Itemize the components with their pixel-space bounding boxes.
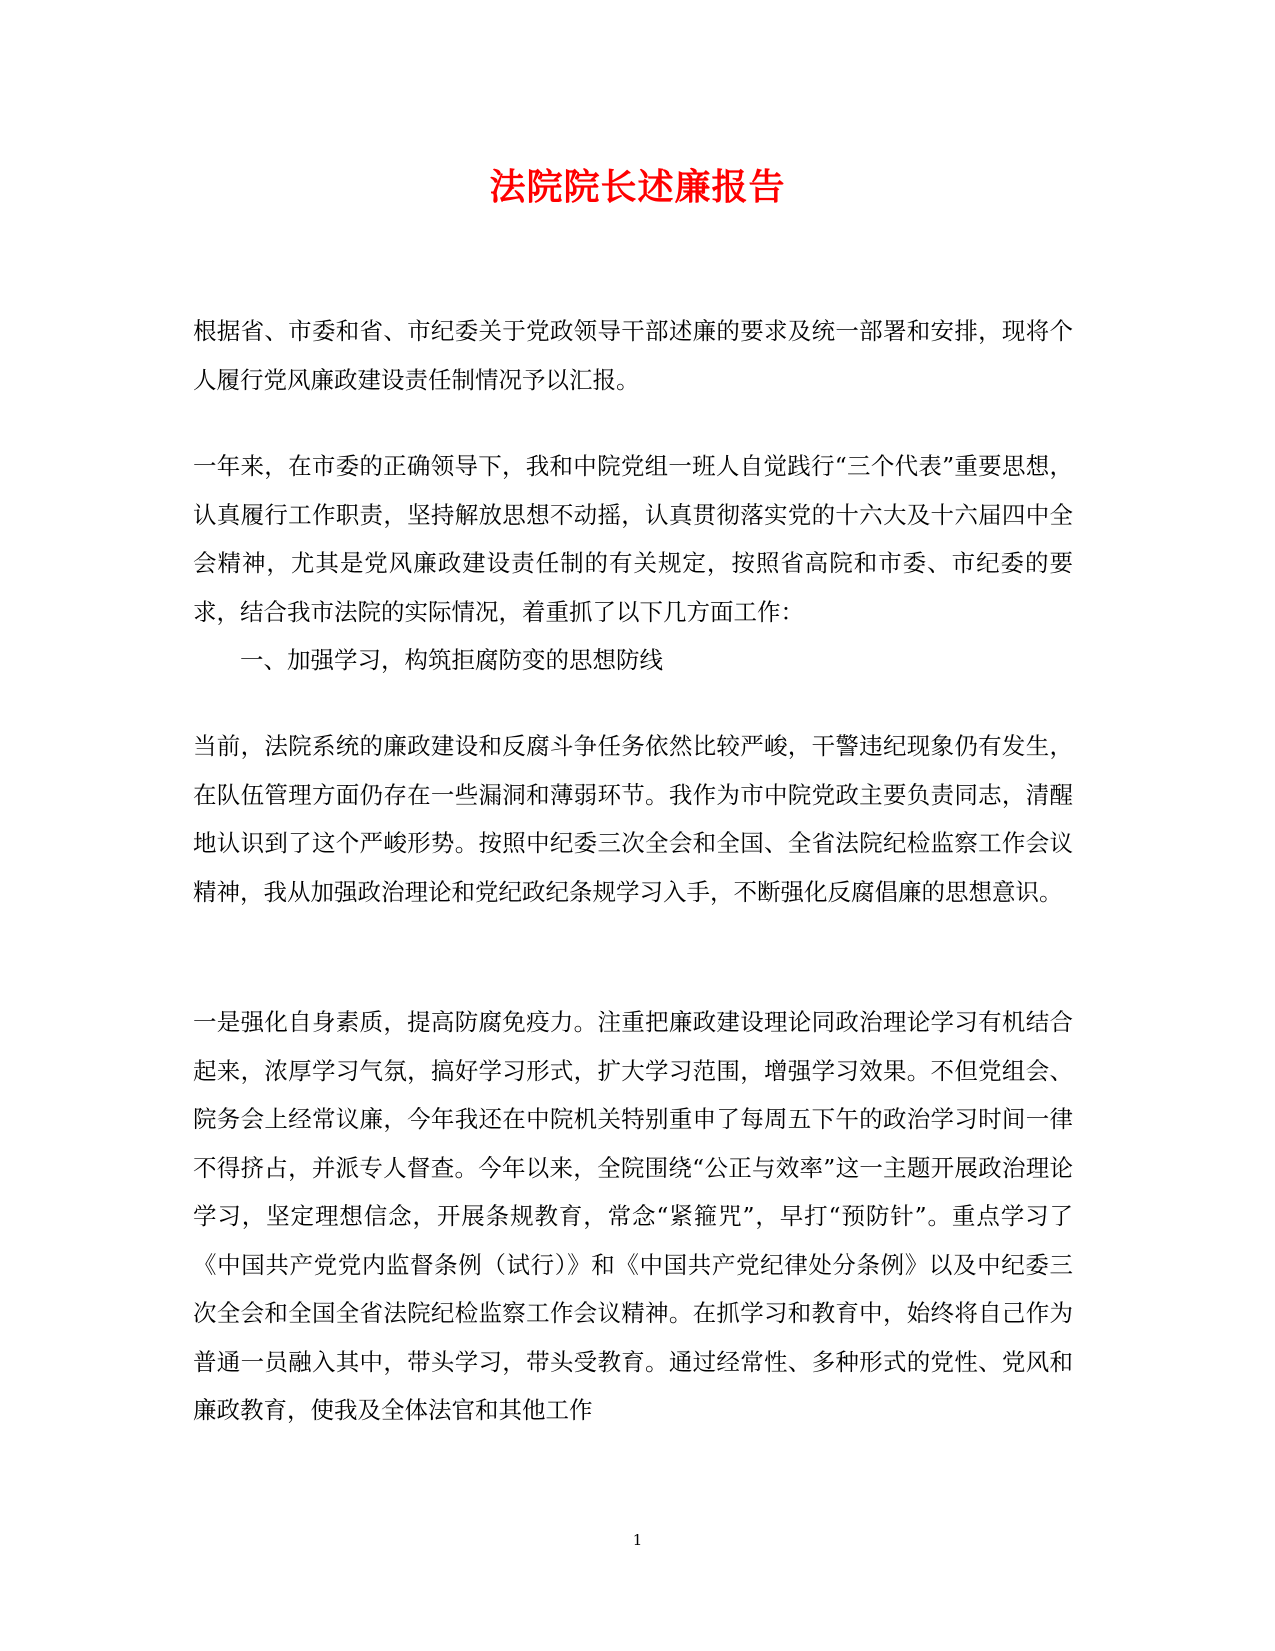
paragraph-overview [193,442,1073,685]
paragraph-text: 一年来，在市委的正确领导下，我和中院党组一班人自觉践行“三个代表”重要思想，认真履行工作职责，坚持解放思想不动摇，认真贯彻落实党的十六大及十六届四中全会精神，尤其是党风廉政建设责任制的有关规定，按照省高院和市委、市纪委的要求，结合我市法院的实际情况，着重抓了以下几方面工作： [193,452,1073,626]
paragraph-text: 一是强化自身素质，提高防腐免疫力。注重把廉政建设理论同政治理论学习有机结合起来，浓厚学习气氛，搞好学习形式，扩大学习范围，增强学习效果。不但党组会、院务会上经常议廉，今年我还在中院机关特别重申了每周五下午的政治学习时间一律不得挤占，并派专人督查。今年以来，全院围绕“公正与效率”这一主题开展政治理论学习，坚定理想信念，开展条规教育，常念“紧箍咒”，早打“预防针”。重点学习了《中国共产党党内监督条例（试行）》和《中国共产党纪律处分条例》以及中纪委三次全会和全国全省法院纪检监察工作会议精神。在抓学习和教育中，始终将自己作为普通一员融入其中，带头学习，带头受教育。通过经常性、多种形式的党性、党风和廉政教育，使我及全体法官和其他工作 [193,1008,1073,1424]
paragraph-text: 根据省、市委和省、市纪委关于党政领导干部述廉的要求及统一部署和安排，现将个人履行党风廉政建设责任制情况予以汇报。 [193,317,1073,394]
document-title: 法院院长述廉报告 [489,166,786,208]
paragraph-situation [193,722,1073,916]
page-number: 1 [632,1531,643,1549]
paragraph-point-one [193,998,1073,1435]
paragraph-intro [193,307,1073,404]
paragraph-text: 当前，法院系统的廉政建设和反腐斗争任务依然比较严峻，干警违纪现象仍有发生，在队伍管理方面仍存在一些漏洞和薄弱环节。我作为市中院党政主要负责同志，清醒地认识到了这个严峻形势。按照中纪委三次全会和全国、全省法院纪检监察工作会议精神，我从加强政治理论和党纪政纪条规学习入手，不断强化反腐倡廉的思想意识。 [193,732,1073,906]
section-heading: 一、加强学习，构筑拒腐防变的思想防线 [240,646,663,674]
